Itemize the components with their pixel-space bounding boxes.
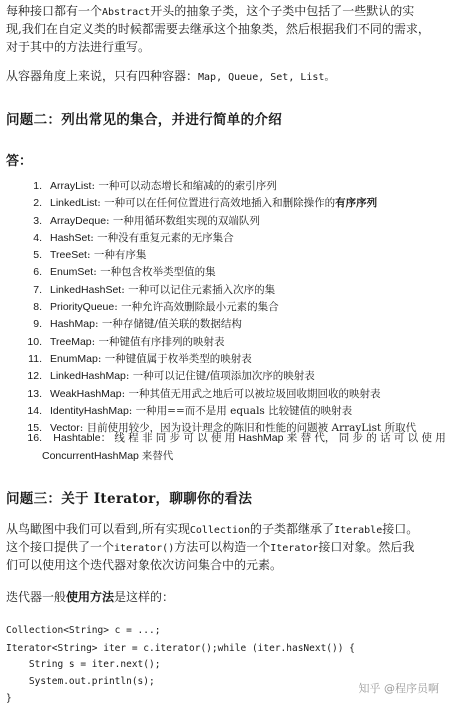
code-line-1: Collection<String> c = ...; <box>6 625 161 636</box>
list-item: 5. TreeSet : 一种有序集 <box>33 249 147 262</box>
intro-line-2: 现,我们在自定义类的时候都需要去继承这个抽象类，然后根据我们不同的需求， <box>6 22 430 36</box>
list-item-16-row2: ConcurrentHashMap 来替代 <box>42 450 174 462</box>
containers-sentence: 从容器角度上来说，只有四种容器：Map, Queue, Set, List。 <box>6 69 335 83</box>
list-item: 11. EnumMap : 一种键值属于枚举类型的映射表 <box>28 352 252 365</box>
code-line-4: System.out.println(s); <box>6 676 155 687</box>
list-item: 12. LinkedHashMap : 一种可以记住键/值项添加次序的映射表 <box>27 370 315 383</box>
list-item: 3. ArrayDeque : 一种用循环数组实现的双端队列 <box>33 214 260 227</box>
collections-list <box>18 178 448 437</box>
list-item-16-row1: 16. Hashtable： 线 程 非 同 步 可 以 使 用 HashMap 来 替 代， 同 步 的 话 可 以 使 用 <box>27 432 446 444</box>
code-line-5: } <box>6 693 12 704</box>
list-item: 2. LinkedList : 一种可以在任何位置进行高效地插入和删除操作的 有序序列 <box>33 197 378 210</box>
list-item: 15. Vector : 目前使用较少，因为设计理念的陈旧和性能的问题被 ArrayList 所取代 <box>27 422 417 435</box>
list-item: 14. IdentityHashMap : 一种用==而不是用 equals 比较键值的映射表 <box>27 404 353 417</box>
intro-line-3: 对于其中的方法进行重写。 <box>6 40 151 54</box>
q3-para2: 迭代器一般使用方法是这样的： <box>6 590 175 604</box>
list-item: 6. EnumSet : 一种包含枚举类型值的集 <box>33 266 216 279</box>
list-item: 8. PriorityQueue : 一种允许高效删除最小元素的集合 <box>33 301 279 314</box>
answer-label: 答： <box>6 154 33 169</box>
question3-title: 问题三：关于 Iterator，聊聊你的看法 <box>6 491 253 507</box>
code-line-2: Iterator<String> iter = c.iterator();while (iter.hasNext()) { <box>6 643 355 654</box>
list-item: 9. HashMap : 一种存储键/值关联的数据结构 <box>33 318 242 331</box>
intro-line-1: 每种接口都有一个Abstract开头的抽象子类，这个子类中包括了一些默认的实 <box>6 4 415 18</box>
list-item-16 <box>18 429 446 465</box>
q3-para1-line1: 从鸟瞰图中我们可以看到,所有实现Collection的子类都继承了Iterable接口。 <box>6 522 419 536</box>
q3-para1-line2: 这个接口提供了一个iterator()方法可以构造一个Iterator接口对象。然后我 <box>6 540 415 554</box>
question2-title: 问题二：列出常见的集合，并进行简单的介绍 <box>6 112 282 128</box>
list-item: 7. LinkedHashSet : 一种可以记住元素插入次序的集 <box>33 283 276 296</box>
list-item: 4. HashSet : 一种没有重复元素的无序集合 <box>33 231 234 244</box>
list-item: 1. ArrayList : 一种可以动态增长和缩减的的索引序列 <box>33 180 277 192</box>
q3-para1-line3: 们可以使用这个迭代器对象依次访问集合中的元素。 <box>6 558 283 572</box>
zhihu-watermark: 知乎 @程序员啊 <box>358 682 439 695</box>
list-item: 13. WeakHashMap : 一种其值无用武之地后可以被垃圾回收期回收的映射表 <box>27 387 381 400</box>
list-item: 10. TreeMap : 一种键值有序排列的映射表 <box>27 335 225 348</box>
code-line-3: String s = iter.next(); <box>6 659 161 670</box>
